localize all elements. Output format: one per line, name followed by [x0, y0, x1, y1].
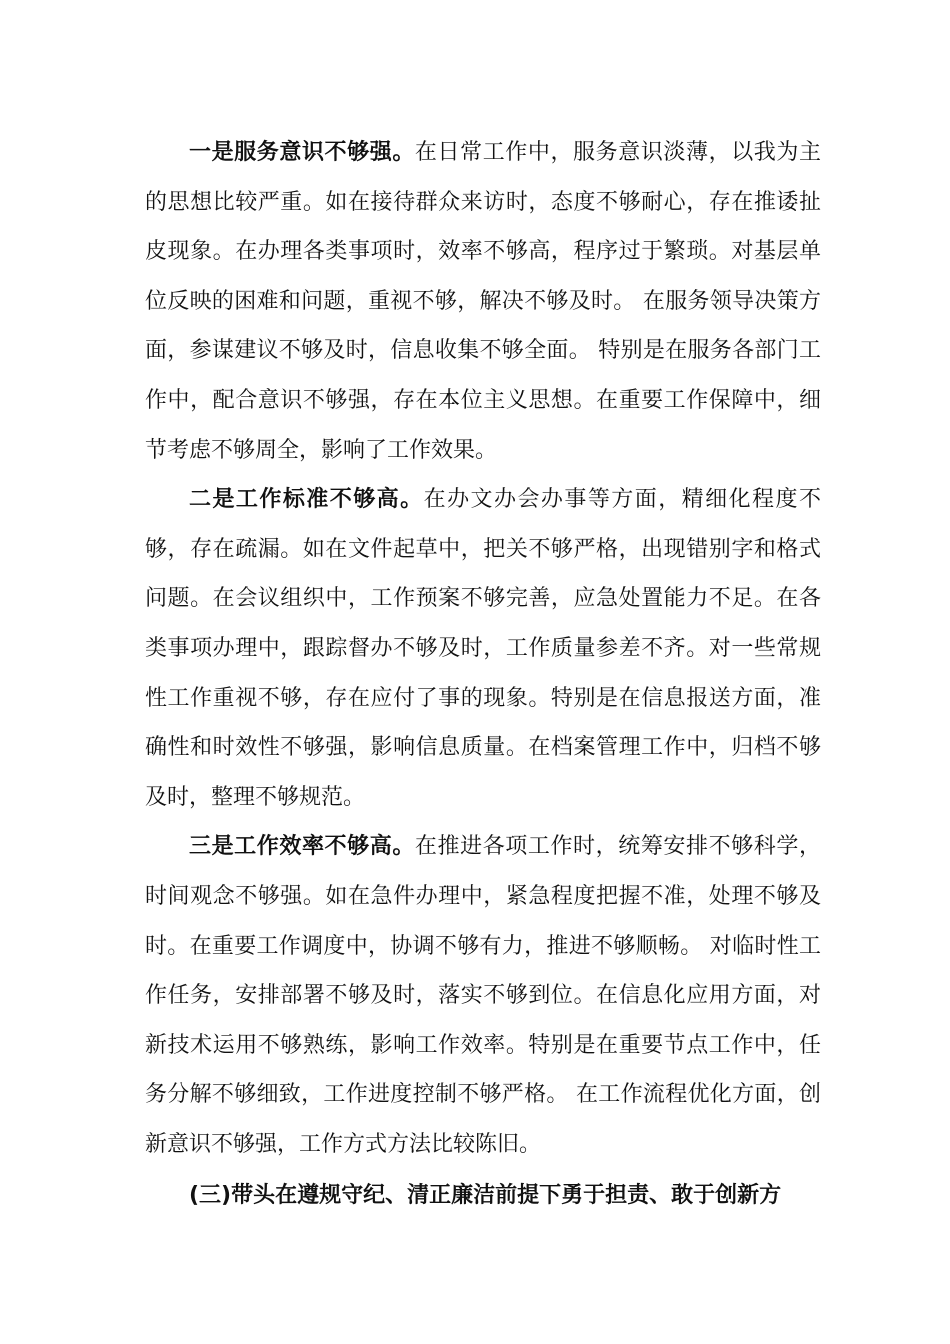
paragraph-text: 在日常工作中，服务意识淡薄，以我为主的思想比较严重。如在接待群众来访时，态度不够耐心，存在推诿扯皮现象。在办理各类事项时，效率不够高，程序过于繁琐。对基层单位反映的困难和问题，重视不够，解决不够及时。 在服务领导决策方面，参谋建议不够及时，信息收集不够全面。 特别是在服务各部门工作中，配合意识不够强，存在本位主义思想。在重要工作保障中，细节考虑不够周全，影响了工作效果。	[145, 140, 821, 463]
paragraph-lead: 一是服务意识不够强。	[189, 140, 415, 165]
paragraph-text: 在办文办会办事等方面，精细化程度不够，存在疏漏。如在文件起草中，把关不够严格，出现错别字和格式问题。在会议组织中，工作预案不够完善，应急处置能力不足。在各类事项办理中，跟踪督办不够及时，工作质量参差不齐。对一些常规性工作重视不够，存在应付了事的现象。特别是在信息报送方面，准确性和时效性不够强，影响信息质量。在档案管理工作中，归档不够及时，整理不够规范。	[145, 487, 821, 810]
paragraph-work-standards	[145, 475, 821, 822]
paragraph-lead: 二是工作标准不够高。	[189, 487, 424, 513]
paragraph-work-efficiency	[145, 822, 821, 1169]
paragraph-lead: 三是工作效率不够高。	[189, 834, 415, 860]
paragraph-text: 在推进各项工作时，统筹安排不够科学，时间观念不够强。如在急件办理中，紧急程度把握不准，处理不够及时。在重要工作调度中，协调不够有力，推进不够顺畅。 对临时性工作任务，安排部署不够及时，落实不够到位。在信息化应用方面，对新技术运用不够熟练，影响工作效率。特别是在重要节点工作中，任务分解不够细致，工作进度控制不够严格。 在工作流程优化方面，创新意识不够强，工作方式方法比较陈旧。	[145, 834, 821, 1157]
document-body	[145, 128, 821, 1221]
paragraph-service-awareness	[145, 128, 821, 475]
section-heading: (三)带头在遵规守纪、清正廉洁前提下勇于担责、敢于创新方	[189, 1183, 782, 1209]
